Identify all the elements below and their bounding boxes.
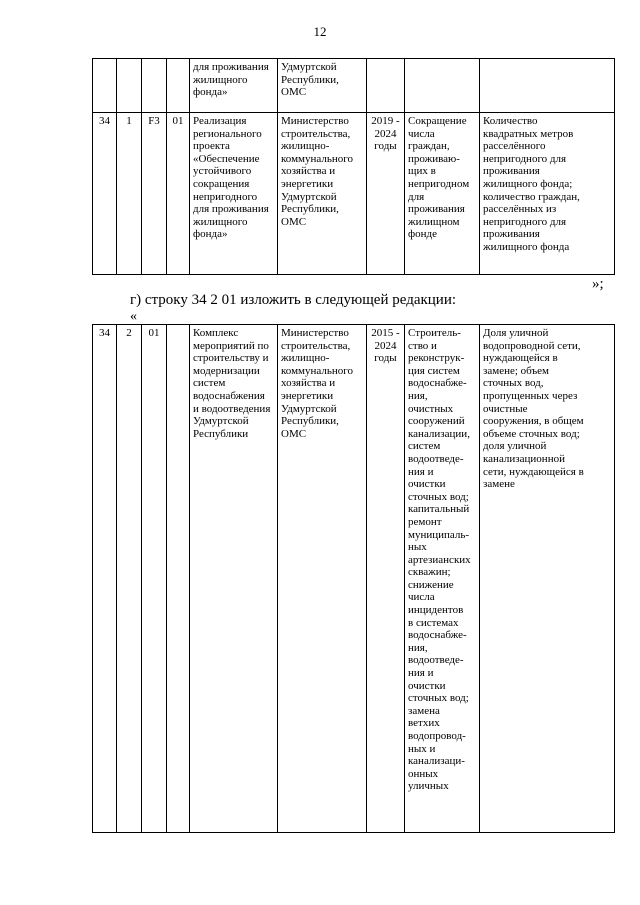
period-cell: 2015 - 2024 годы	[367, 325, 405, 833]
opening-quote: «	[130, 309, 137, 324]
table-cell	[480, 59, 615, 113]
code-cell: 34	[93, 113, 117, 275]
indicator-cell: Доля уличной водопроводной сети, нуждающейся в замене; объем сточных вод, пропущенных через очистные сооружения, в общем объеме сточных вод; доля уличной канализационной сети, нуждающейся в замене	[480, 325, 615, 833]
indicator-cell: Количество квадратных метров расселённого непригодного для проживания жилищного фонда; количество граждан, расселённых из непригодного для проживания жилищного фонда	[480, 113, 615, 275]
table-row	[93, 59, 615, 113]
program-table-continued	[92, 58, 615, 275]
name-cell: для проживания жилищного фонда»	[190, 59, 278, 113]
table-cell	[167, 59, 190, 113]
table-row	[93, 325, 615, 833]
table-cell	[142, 59, 167, 113]
code-cell: 34	[93, 325, 117, 833]
page-number: 12	[313, 24, 327, 39]
code-cell: 01	[142, 325, 167, 833]
code-cell: F3	[142, 113, 167, 275]
code-cell	[167, 325, 190, 833]
table-cell	[405, 59, 480, 113]
table-cell	[367, 59, 405, 113]
table-row	[93, 113, 615, 275]
program-table-new-row	[92, 324, 615, 833]
executor-cell: Удмуртской Республики, ОМС	[278, 59, 367, 113]
executor-cell: Министерство строительства, жилищно- коммунального хозяйства и энергетики Удмуртской Республики, ОМС	[278, 325, 367, 833]
result-cell: Строитель- ство и реконструк- ция систем водоснабже- ния, очистных сооружений канализации, систем водоотведе- ния и очистки сточных вод; капитальный ремонт муниципаль- ных артезианских скважин; снижение числа инцидентов в системах водоснабже- ния, водоотведе- ния и очистки сточных вод; замена ветхих водопровод- ных и канализаци- онных уличных	[405, 325, 480, 833]
name-cell: Комплекс мероприятий по строительству и модернизации систем водоснабжения и водоотведения Удмуртской Республики	[190, 325, 278, 833]
executor-cell: Министерство строительства, жилищно- коммунального хозяйства и энергетики Удмуртской Республики, ОМС	[278, 113, 367, 275]
name-cell: Реализация регионального проекта «Обеспечение устойчивого сокращения непригодного для проживания жилищного фонда»	[190, 113, 278, 275]
table-cell	[117, 59, 142, 113]
code-cell: 1	[117, 113, 142, 275]
code-cell: 01	[167, 113, 190, 275]
closing-quote: »;	[592, 276, 604, 292]
code-cell: 2	[117, 325, 142, 833]
period-cell: 2019 - 2024 годы	[367, 113, 405, 275]
result-cell: Сокращение числа граждан, проживаю- щих в непригодном для проживания жилищном фонде	[405, 113, 480, 275]
table-cell	[93, 59, 117, 113]
instruction-text: г) строку 34 2 01 изложить в следующей редакции:	[130, 292, 457, 308]
